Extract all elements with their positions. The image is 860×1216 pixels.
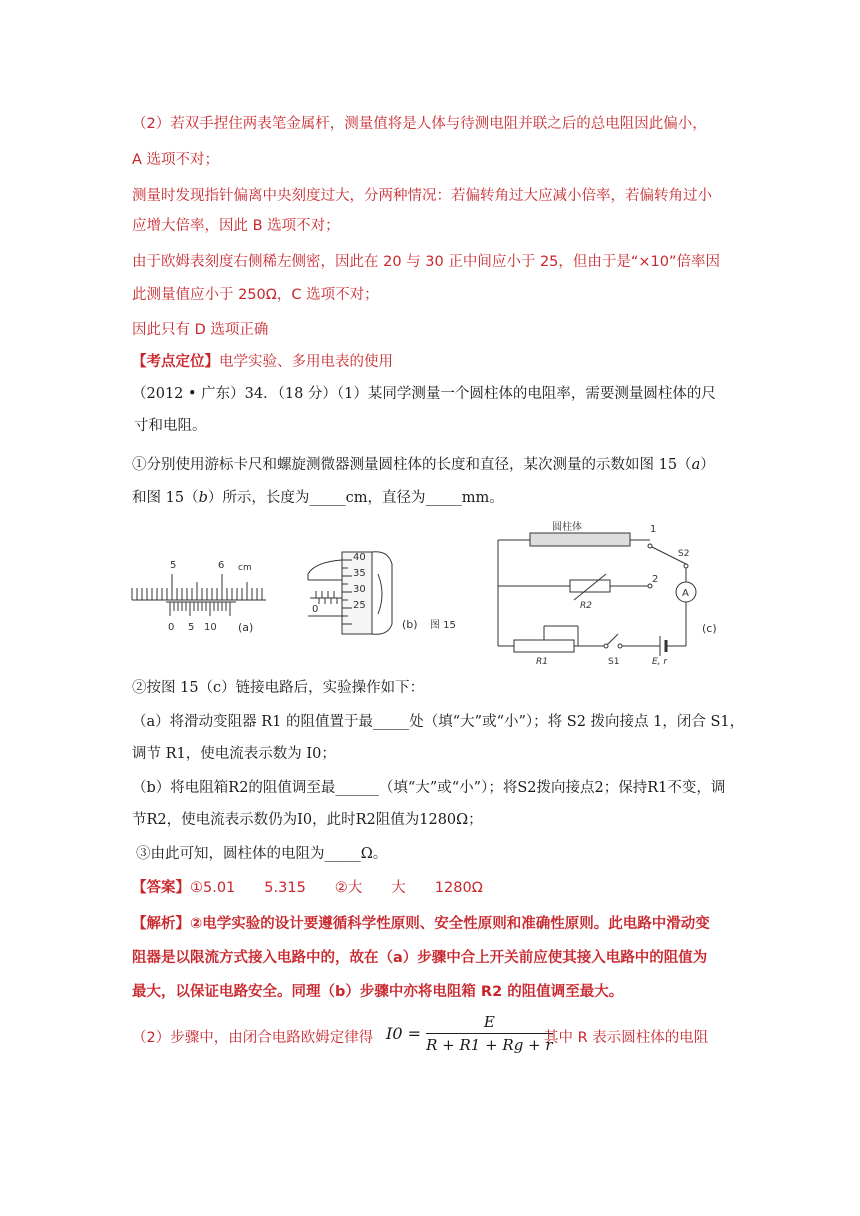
step2-intro: ②按图 15（c）链接电路后，实验操作如下：: [132, 680, 425, 696]
step1-text-b-pre: 和图 15（: [132, 490, 199, 506]
circuit-s1: S1: [608, 657, 620, 666]
jiexi-line-3: 最大，以保证电路安全。同理（b）步骤中亦将电阻箱 R2 的阻值调至最大。: [132, 984, 624, 1000]
circuit-diagram: [498, 533, 696, 656]
figure-15-svg: [130, 516, 740, 666]
step1-italic-b: b: [198, 490, 208, 506]
circuit-ammeter: A: [682, 588, 689, 599]
micro-35: 35: [353, 568, 366, 579]
step3-line: ③由此可知，圆柱体的电阻为_____Ω。: [136, 846, 388, 862]
figure-label: 图 15: [430, 620, 456, 631]
circuit-node-1: 1: [650, 524, 657, 535]
step1-line-2: [132, 486, 504, 507]
jiexi-text-1: ②电学实验的设计要遵循科学性原则、安全性原则和准确性原则。此电路中滑动变: [190, 916, 710, 932]
vernier-caliper: [132, 574, 266, 616]
circuit-s2: S2: [678, 549, 690, 559]
vernier-top-6: 6: [218, 560, 225, 571]
kaodian-label: 【考点定位】: [132, 354, 219, 370]
jiexi-line-1: [132, 912, 710, 933]
circuit-r1: R1: [536, 657, 548, 666]
jiexi-line-2: 阻器是以限流方式接入电路中的，故在（a）步骤中合上开关前应使其接入电路中的阻值为: [132, 950, 708, 966]
step1-italic-a: a: [691, 457, 701, 473]
circuit-cylinder: 圆柱体: [552, 522, 582, 533]
micro-40: 40: [353, 552, 366, 563]
micro-30: 30: [353, 584, 366, 595]
circuit-label: (c): [702, 622, 717, 635]
analysis-line-7: 因此只有 D 选项正确: [132, 322, 269, 338]
step2-b-line-2: 节R2，使电流表示数仍为I0，此时R2阻值为1280Ω；: [132, 812, 483, 828]
answer-text: ①5.01 5.315 ②大 大 1280Ω: [190, 880, 483, 896]
kaodian-row: [132, 350, 393, 371]
question-line-1: （2012 • 广东）34．（18 分）（1）某同学测量一个圆柱体的电阻率，需要测量圆柱体的尺: [132, 386, 716, 402]
step1-text-a: ①分别使用游标卡尺和螺旋测微器测量圆柱体的长度和直径，某次测量的示数如图 15（: [132, 457, 692, 473]
analysis-line-3: 测量时发现指针偏离中央刻度过大，分两种情况：若偏转角过大应减小倍率，若偏转角过小: [132, 188, 712, 204]
vernier-top-5: 5: [170, 560, 177, 571]
micrometer: [308, 552, 392, 635]
vernier-label: (a): [238, 621, 254, 634]
answer-label: 【答案】: [132, 880, 190, 896]
analysis-line-5: 由于欧姆表刻度右侧稀左侧密，因此在 20 与 30 正中间应小于 25，但由于是“×10”倍率因: [132, 254, 721, 270]
formula-numerator: E: [426, 1013, 553, 1034]
jiexi-line-4-pre: （2）步骤中，由闭合电路欧姆定律得: [132, 1030, 374, 1046]
analysis-line-4: 应增大倍率，因此 B 选项不对；: [132, 218, 340, 234]
step1-text-a-end: ）: [700, 457, 715, 473]
micro-label: (b): [402, 618, 418, 631]
kaodian-text: 电学实验、多用电表的使用: [219, 354, 393, 370]
question-line-2: 寸和电阻。: [134, 418, 207, 434]
jiexi-label: 【解析】: [132, 916, 190, 932]
formula-fraction: [426, 1013, 553, 1054]
micro-0: 0: [312, 604, 319, 615]
vernier-bot-10: 10: [204, 622, 217, 633]
analysis-line-1: （2）若双手捏住两表笔金属杆，测量值将是人体与待测电阻并联之后的总电阻因此偏小，: [132, 116, 707, 132]
circuit-node-2: 2: [652, 574, 659, 585]
analysis-line-2: A 选项不对；: [132, 152, 220, 168]
step2-a-line-2: 调节 R1，使电流表示数为 I0；: [132, 746, 336, 762]
step1-text-b-post: ）所示，长度为_____cm，直径为_____mm。: [207, 490, 504, 506]
ohm-formula: [386, 1013, 553, 1054]
vernier-bot-0: 0: [168, 622, 175, 633]
circuit-er: E, r: [652, 657, 668, 666]
formula-lhs: I0 =: [386, 1024, 421, 1043]
jiexi-line-4-post: 其中 R 表示圆柱体的电阻: [544, 1030, 709, 1046]
circuit-r2: R2: [580, 601, 592, 611]
step2-a-line-1: （a）将滑动变阻器 R1 的阻值置于最_____处（填“大”或“小”）；将 S2 拨向接点 1，闭合 S1，: [132, 714, 745, 730]
step2-b-line-1: （b）将电阻箱R2的阻值调至最______（填“大”或“小”）；将S2拨向接点2；保持R1不变，调: [132, 780, 726, 796]
formula-denominator: R + R1 + Rg + r: [426, 1036, 553, 1054]
step1-line-1: [132, 453, 715, 474]
figure-15: [130, 516, 740, 666]
vernier-bot-5: 5: [188, 622, 195, 633]
micro-25: 25: [353, 600, 366, 611]
analysis-line-6: 此测量值应小于 250Ω，C 选项不对；: [132, 287, 379, 303]
answer-row: [132, 876, 483, 897]
vernier-unit: cm: [238, 563, 252, 573]
